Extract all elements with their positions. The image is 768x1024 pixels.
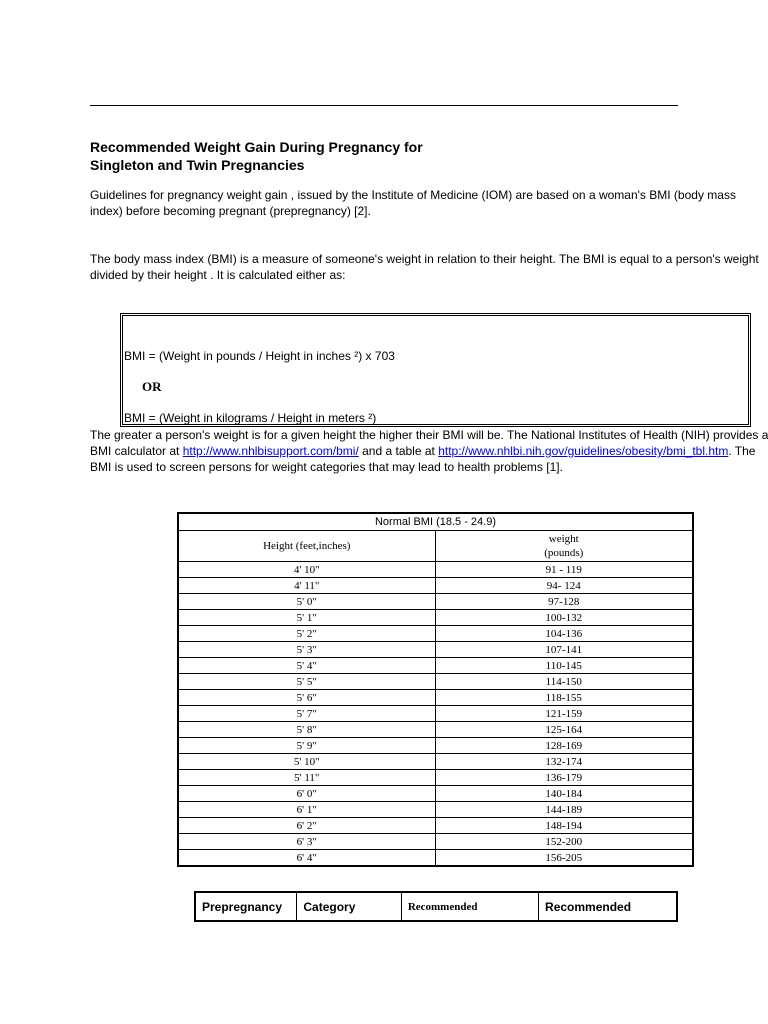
prepregnancy-header: Prepregnancy bbox=[195, 892, 297, 921]
height-cell: 4' 11" bbox=[178, 578, 435, 594]
formula-or: OR bbox=[142, 379, 162, 394]
title-line-1: Recommended Weight Gain During Pregnancy for bbox=[90, 139, 423, 155]
height-cell: 5' 5" bbox=[178, 674, 435, 690]
weight-cell: 121-159 bbox=[435, 706, 693, 722]
category-header: Category bbox=[297, 892, 401, 921]
weight-cell: 144-189 bbox=[435, 802, 693, 818]
table-row bbox=[178, 802, 693, 818]
table-row bbox=[178, 674, 693, 690]
bmi-definition-paragraph: The body mass index (BMI) is a measure of someone's weight in relation to their height. The BMI is equal to a person's weight divided by their height . It is calculated either as: bbox=[90, 252, 759, 282]
table-row bbox=[178, 642, 693, 658]
formula-kilograms: BMI = (Weight in kilograms / Height in meters ²) bbox=[124, 411, 377, 425]
guidelines-paragraph: Guidelines for pregnancy weight gain , issued by the Institute of Medicine (IOM) are based on a woman's BMI (body mass index) before becoming pregnant (prepregnancy) [2]. bbox=[90, 188, 736, 218]
weight-cell: 114-150 bbox=[435, 674, 693, 690]
nih-paragraph bbox=[90, 427, 768, 475]
weight-header-line-2: (pounds) bbox=[544, 547, 584, 559]
nih-text-b: and a table at bbox=[358, 444, 439, 458]
table-header-row bbox=[195, 892, 677, 921]
weight-cell: 110-145 bbox=[435, 658, 693, 674]
table-row bbox=[178, 754, 693, 770]
table-row bbox=[178, 578, 693, 594]
height-cell: 6' 3" bbox=[178, 834, 435, 850]
height-cell: 6' 2" bbox=[178, 818, 435, 834]
weight-cell: 136-179 bbox=[435, 770, 693, 786]
weight-cell: 152-200 bbox=[435, 834, 693, 850]
page-title bbox=[90, 138, 423, 174]
table-row bbox=[178, 722, 693, 738]
height-cell: 5' 4" bbox=[178, 658, 435, 674]
height-cell: 5' 2" bbox=[178, 626, 435, 642]
height-cell: 6' 4" bbox=[178, 850, 435, 867]
height-cell: 5' 8" bbox=[178, 722, 435, 738]
bmi-table-link[interactable]: http://www.nhlbi.nih.gov/guidelines/obesity/bmi_tbl.htm bbox=[438, 444, 729, 458]
height-cell: 6' 1" bbox=[178, 802, 435, 818]
weight-cell: 97-128 bbox=[435, 594, 693, 610]
weight-cell: 107-141 bbox=[435, 642, 693, 658]
height-cell: 5' 10" bbox=[178, 754, 435, 770]
recommended-header-2: Recommended bbox=[539, 892, 677, 921]
normal-bmi-table bbox=[177, 512, 694, 867]
height-cell: 6' 0" bbox=[178, 786, 435, 802]
recommended-header-1: Recommended bbox=[401, 892, 538, 921]
nih-text-c: . The BMI is used to screen persons for weight categories that may lead to health problems [1]. bbox=[90, 444, 756, 474]
height-cell: 5' 7" bbox=[178, 706, 435, 722]
weight-header-line-1: weight bbox=[548, 533, 579, 545]
weight-cell: 156-205 bbox=[435, 850, 693, 867]
table-row bbox=[178, 562, 693, 578]
height-column-header: Height (feet,inches) bbox=[178, 531, 435, 562]
weight-cell: 104-136 bbox=[435, 626, 693, 642]
table-caption: Normal BMI (18.5 - 24.9) bbox=[178, 513, 693, 531]
table-header-row bbox=[178, 531, 693, 562]
table-row bbox=[178, 834, 693, 850]
table-row bbox=[178, 626, 693, 642]
formula-box bbox=[120, 313, 751, 427]
height-cell: 5' 6" bbox=[178, 690, 435, 706]
height-cell: 5' 11" bbox=[178, 770, 435, 786]
bmi-calculator-link[interactable]: http://www.nhlbisupport.com/bmi/ bbox=[182, 444, 359, 458]
top-rule bbox=[90, 105, 678, 106]
formula-pounds: BMI = (Weight in pounds / Height in inches ²) x 703 bbox=[124, 349, 395, 363]
height-cell: 4' 10" bbox=[178, 562, 435, 578]
height-cell: 5' 1" bbox=[178, 610, 435, 626]
table-row bbox=[178, 850, 693, 867]
table-row bbox=[178, 690, 693, 706]
table-row bbox=[178, 786, 693, 802]
weight-cell: 94- 124 bbox=[435, 578, 693, 594]
title-line-2: Singleton and Twin Pregnancies bbox=[90, 157, 305, 173]
weight-cell: 91 - 119 bbox=[435, 562, 693, 578]
weight-cell: 148-194 bbox=[435, 818, 693, 834]
weight-column-header bbox=[435, 531, 693, 562]
height-cell: 5' 3" bbox=[178, 642, 435, 658]
height-cell: 5' 0" bbox=[178, 594, 435, 610]
weight-cell: 100-132 bbox=[435, 610, 693, 626]
table-caption-row bbox=[178, 513, 693, 531]
weight-cell: 118-155 bbox=[435, 690, 693, 706]
table-row bbox=[178, 818, 693, 834]
table-row bbox=[178, 770, 693, 786]
table-row bbox=[178, 594, 693, 610]
weight-cell: 140-184 bbox=[435, 786, 693, 802]
weight-cell: 128-169 bbox=[435, 738, 693, 754]
table-row bbox=[178, 738, 693, 754]
weight-cell: 132-174 bbox=[435, 754, 693, 770]
height-cell: 5' 9" bbox=[178, 738, 435, 754]
table-row bbox=[178, 610, 693, 626]
weight-gain-category-table bbox=[194, 891, 678, 922]
table-row bbox=[178, 706, 693, 722]
nih-text-a: The greater a person's weight is for a given height the higher their BMI will be. The National Institutes of Health (NIH) provides a BMI calculator at bbox=[90, 428, 768, 458]
weight-cell: 125-164 bbox=[435, 722, 693, 738]
table-row bbox=[178, 658, 693, 674]
